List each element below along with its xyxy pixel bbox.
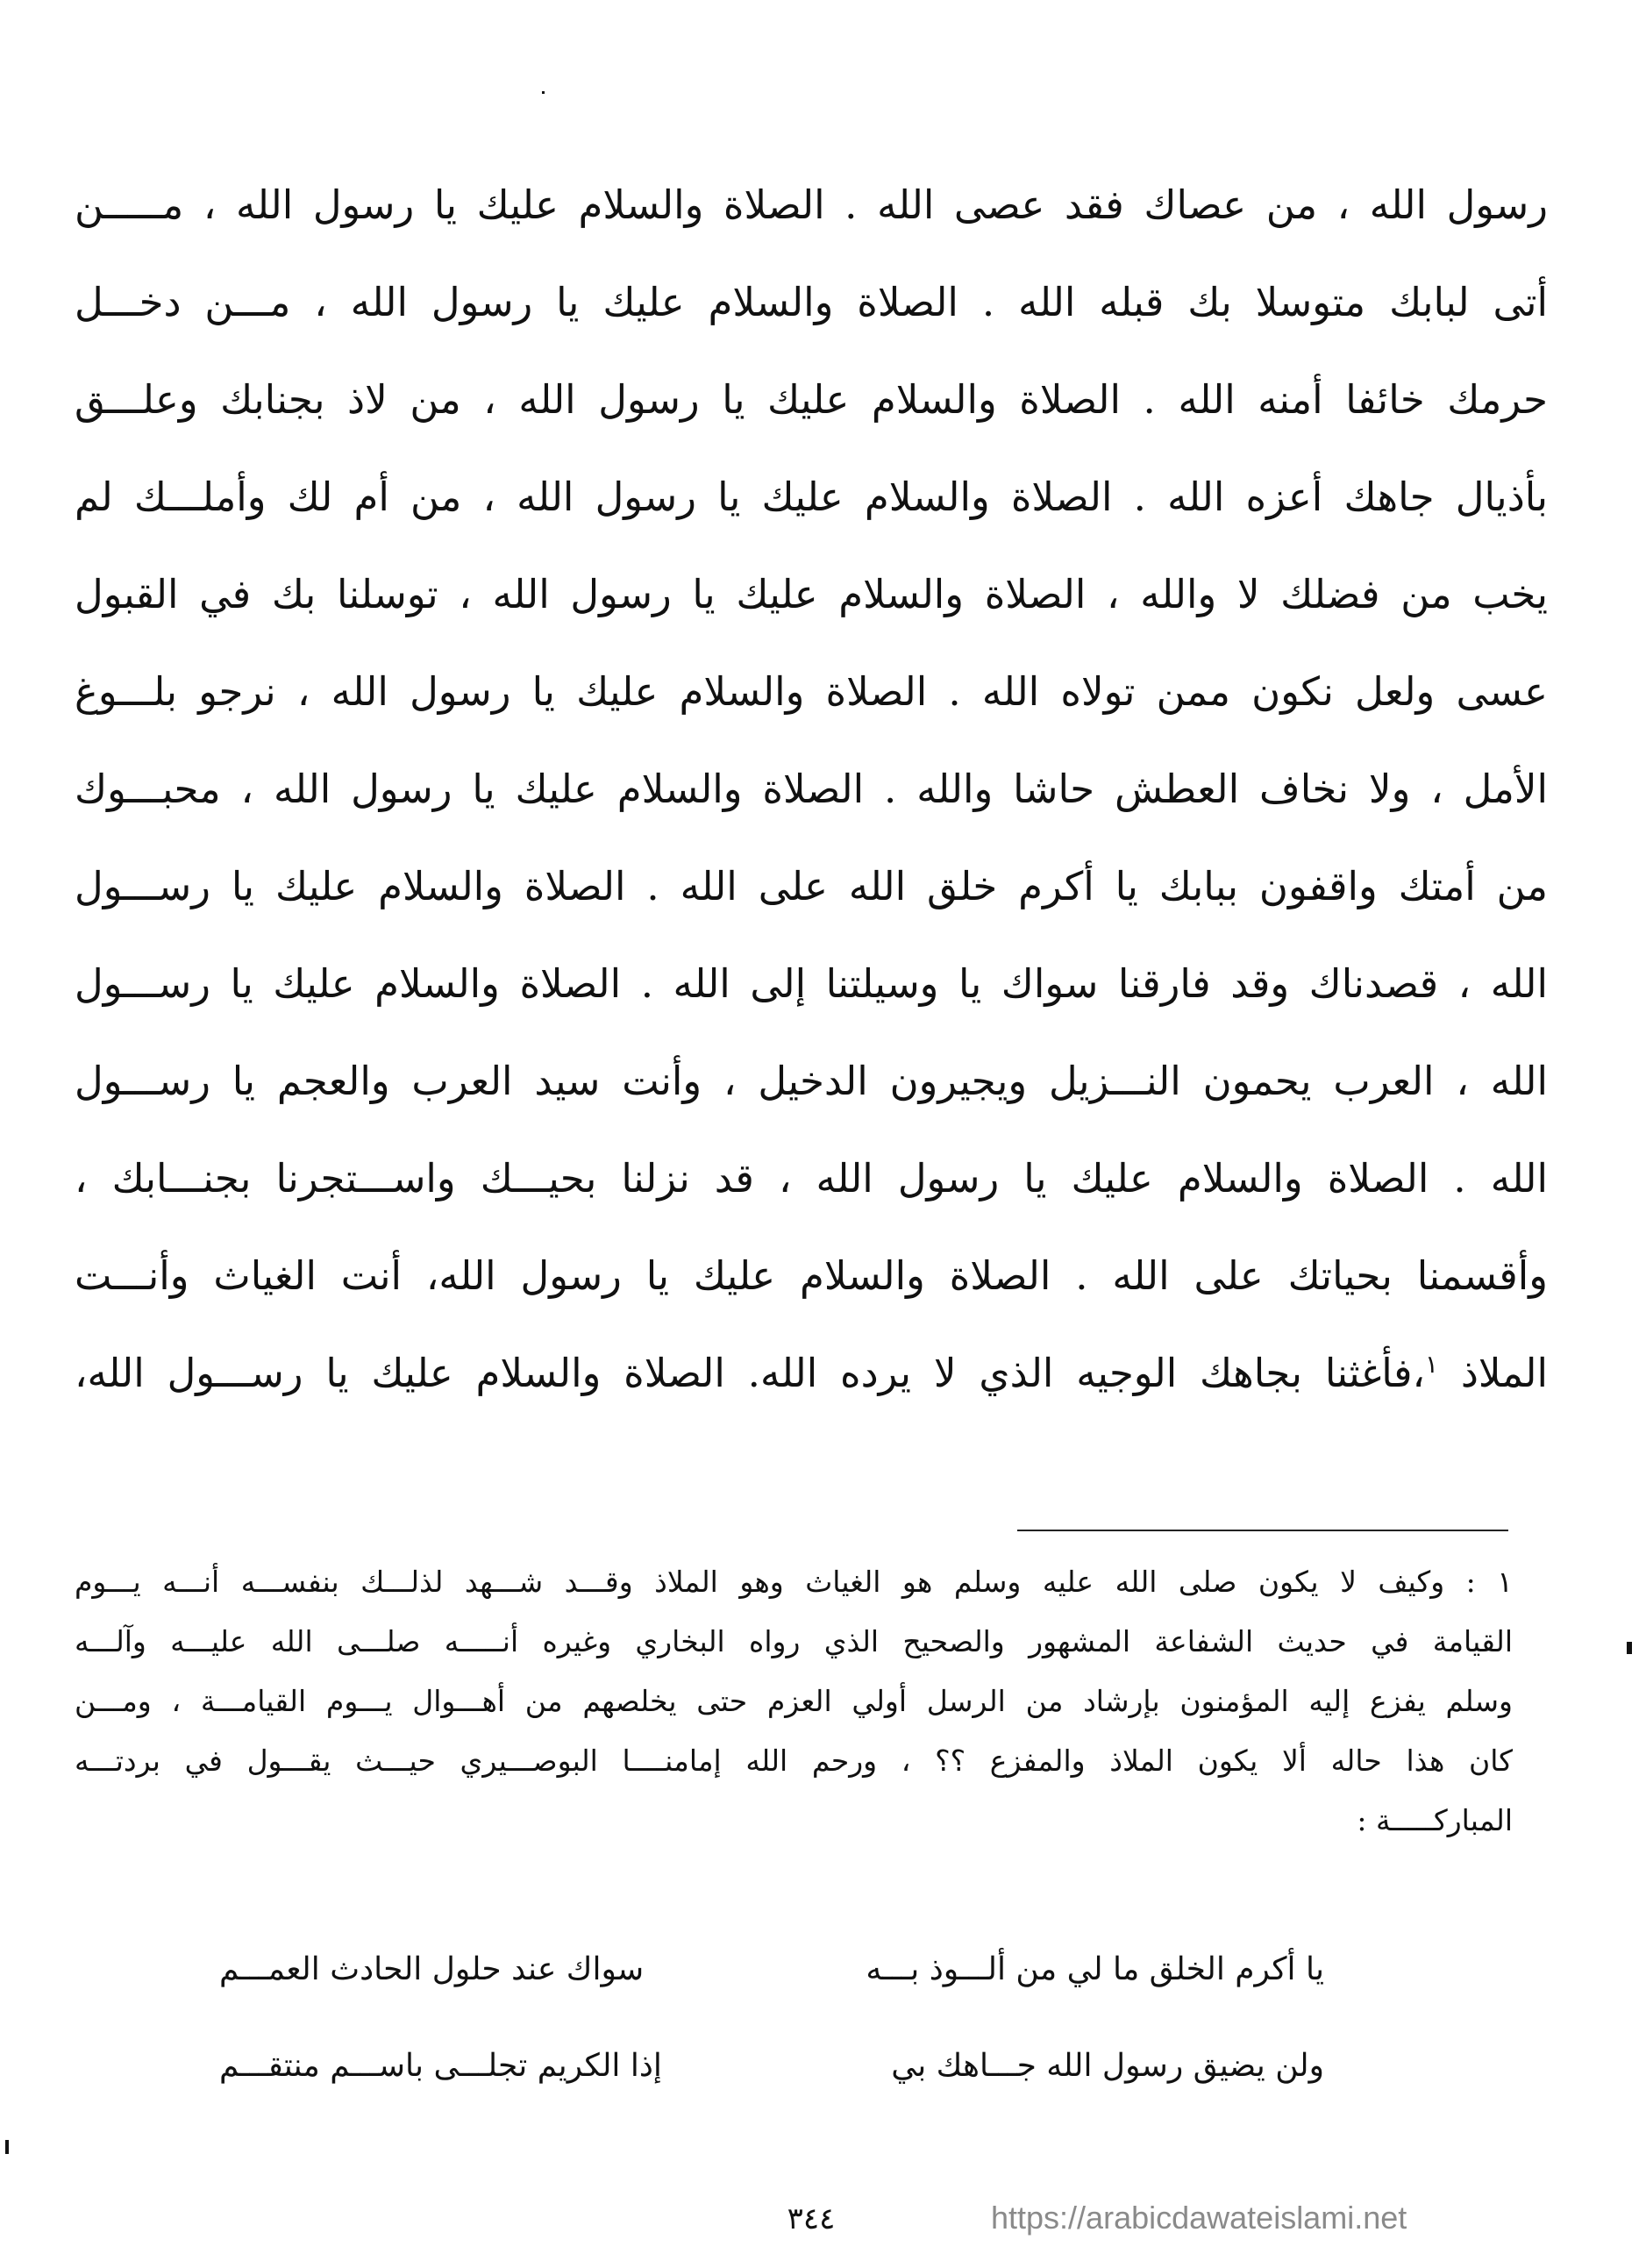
footnote-line: وسلم يفزع إليه المؤمنون بإرشاد من الرسل أولي العزم حتى يخلصهم من أهـــوال يـــوم القيامـــة ، ومـــن (75, 1684, 1513, 1718)
last-line-start: الملاذ (1438, 1350, 1548, 1396)
poem-verses (219, 1921, 1324, 2114)
page-number: ٣٤٤ (787, 2201, 836, 2236)
verse-first-hemistich: يا أكرم الخلق ما لي من ألـــوذ بـــه (866, 1951, 1324, 1987)
body-line: الله ، العرب يحمون النـــزيل ويجيرون الدخيل ، وأنت سيد العرب والعجم يا رســـول (75, 1058, 1548, 1104)
poem-verse (219, 1921, 1324, 2017)
body-line: بأذيال جاهك أعزه الله . الصلاة والسلام عليك يا رسول الله ، من أم لك وأملـــك لم (75, 474, 1548, 520)
footnote-line: ١ : وكيف لا يكون صلى الله عليه وسلم هو الغياث وهو الملاذ وقـــد شـــهد لذلـــك بنفســـه أنـــه يـــوم (75, 1565, 1513, 1599)
footnote-line: المباركـــــة : (1357, 1803, 1513, 1837)
watermark-url: https://arabicdawateislami.net (991, 2200, 1407, 2236)
scan-speck (1627, 1642, 1632, 1654)
poem-verse (219, 2017, 1324, 2114)
body-line: الله ، قصدناك وقد فارقنا سواك يا وسيلتنا إلى الله . الصلاة والسلام عليك يا رســـول (75, 960, 1548, 1007)
body-line: أتى لبابك متوسلا بك قبله الله . الصلاة والسلام عليك يا رسول الله ، مـــن دخـــل (75, 279, 1548, 325)
body-line: حرمك خائفا أمنه الله . الصلاة والسلام عليك يا رسول الله ، من لاذ بجنابك وعلـــق (75, 376, 1548, 423)
body-line: الأمل ، ولا نخاف العطش حاشا والله . الصلاة والسلام عليك يا رسول الله ، محبـــوك (75, 766, 1548, 812)
body-line: رسول الله ، من عصاك فقد عصى الله . الصلاة والسلام عليك يا رسول الله ، مـــــن (75, 182, 1548, 228)
footnote-divider (1017, 1530, 1508, 1531)
body-line: يخب من فضلك لا والله ، الصلاة والسلام عليك يا رسول الله ، توسلنا بك في القبول (75, 571, 1548, 617)
footnote-line: القيامة في حديث الشفاعة المشهور والصحيح الذي رواه البخاري وغيره أنـــــه صلـــى الله عليـــه وآلـــه (75, 1624, 1513, 1658)
footnote (75, 1552, 1513, 1851)
scan-speck (542, 91, 545, 94)
body-line: الله . الصلاة والسلام عليك يا رسول الله ، قد نزلنا بحيـــك واســـتجرنا بجنـــابك ، (75, 1155, 1548, 1202)
footnote-reference[interactable]: ١ (1424, 1350, 1439, 1379)
main-body-text (75, 156, 1548, 1422)
last-line-end: ،فأغثنا بجاهك الوجيه الذي لا يرده الله. الصلاة والسلام عليك يا رســـول الله، (75, 1350, 1425, 1396)
verse-second-hemistich: إذا الكريم تجلـــى باســـم منتقـــم (219, 2047, 662, 2084)
body-line: من أمتك واقفون ببابك يا أكرم خلق الله على الله . الصلاة والسلام عليك يا رســـول (75, 863, 1548, 909)
body-line: عسى ولعل نكون ممن تولاه الله . الصلاة والسلام عليك يا رسول الله ، نرجو بلـــوغ (75, 668, 1548, 715)
scan-speck (5, 2140, 9, 2154)
verse-first-hemistich: ولن يضيق رسول الله جـــاهك بي (891, 2047, 1324, 2084)
body-line: وأقسمنا بحياتك على الله . الصلاة والسلام عليك يا رسول الله، أنت الغياث وأنـــت (75, 1252, 1548, 1299)
body-line-last (75, 1324, 1548, 1422)
verse-second-hemistich: سواك عند حلول الحادث العمـــم (219, 1951, 645, 1987)
footnote-line: كان هذا حاله ألا يكون الملاذ والمفزع ؟؟ ، ورحم الله إمامنــــا البوصـــيري حيـــث يقـــول في بردتـــه (75, 1744, 1513, 1778)
